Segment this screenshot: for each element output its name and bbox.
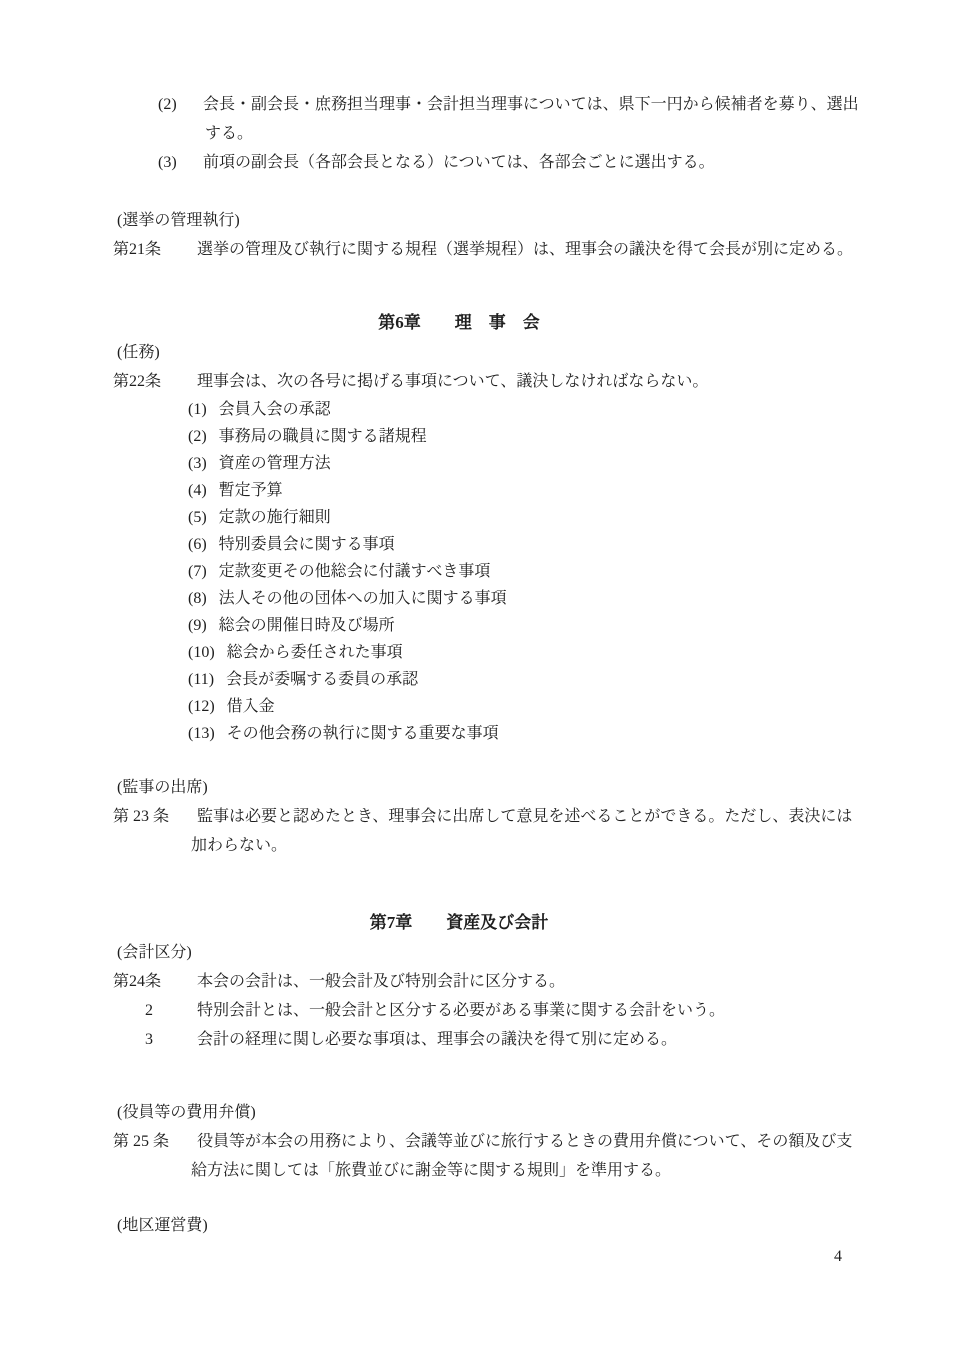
item-number: (1) — [188, 401, 207, 418]
article-body: 理事会は、次の各号に掲げる事項について、議決しなければならない。 — [197, 373, 709, 390]
item-text: 事務局の職員に関する諸規程 — [218, 428, 427, 445]
list-item — [113, 531, 860, 558]
article — [113, 967, 860, 996]
item-number: (11) — [188, 671, 215, 688]
chapter-heading: 第6章 理 事 会 — [378, 313, 540, 332]
section-caption: (役員等の費用弁償) — [117, 1104, 256, 1121]
list-item — [113, 693, 860, 720]
list-item — [113, 423, 860, 450]
item-text: 資産の管理方法 — [218, 455, 331, 472]
item-text: 定款変更その他総会に付議すべき事項 — [218, 563, 491, 580]
chapter-heading: 第7章 資産及び会計 — [369, 913, 549, 932]
article — [113, 802, 860, 831]
item-text: 特別委員会に関する事項 — [218, 536, 395, 553]
article-body: 選挙の管理及び執行に関する規程（選挙規程）は、理事会の議決を得て会長が別に定める。 — [197, 241, 854, 258]
paragraph-number: 2 — [145, 1002, 153, 1019]
item-text: 暫定予算 — [218, 482, 283, 499]
item-number: (3) — [158, 154, 177, 171]
article-number: 第22条 — [113, 373, 162, 390]
article — [113, 235, 860, 264]
article-continuation: 加わらない。 — [191, 837, 288, 854]
item-number: (4) — [188, 482, 207, 499]
item-text: その他会務の執行に関する重要な事項 — [226, 725, 499, 742]
sub-paragraph — [113, 996, 860, 1025]
list-item — [113, 612, 860, 639]
article-body: 監事は必要と認めたとき、理事会に出席して意見を述べることができる。ただし、表決には — [197, 808, 853, 825]
paragraph-text: 会計の経理に関し必要な事項は、理事会の議決を得て別に定める。 — [197, 1031, 678, 1048]
item-number: (3) — [188, 455, 207, 472]
item-number: (6) — [188, 536, 207, 553]
item-text: 総会から委任された事項 — [226, 644, 403, 661]
item-text: 定款の施行細則 — [218, 509, 331, 526]
list-item — [113, 477, 860, 504]
article-number: 第 23 条 — [113, 808, 170, 825]
item-text: 会員入会の承認 — [218, 401, 331, 418]
list-item — [113, 396, 860, 423]
list-item — [113, 558, 860, 585]
article-continuation: 給方法に関しては「旅費並びに謝金等に関する規則」を準用する。 — [191, 1162, 672, 1179]
page-number: 4 — [834, 1248, 842, 1265]
item-number: (2) — [158, 96, 177, 113]
article-number: 第24条 — [113, 973, 162, 990]
paragraph-number: 3 — [145, 1031, 153, 1048]
section-caption: (会計区分) — [117, 944, 192, 961]
item-number: (12) — [188, 698, 215, 715]
item-text: 法人その他の団体への加入に関する事項 — [218, 590, 507, 607]
item-text: 前項の副会長（各部会長となる）については、各部会ごとに選出する。 — [203, 154, 715, 171]
item-text: 借入金 — [226, 698, 275, 715]
list-item — [113, 90, 860, 119]
list-item — [113, 504, 860, 531]
section-caption: (任務) — [117, 344, 160, 361]
list-item — [113, 720, 860, 747]
list-item — [113, 148, 860, 177]
item-number: (9) — [188, 617, 207, 634]
item-text: 会長・副会長・庶務担当理事・会計担当理事については、県下一円から候補者を募り、選出 — [203, 96, 859, 113]
article-number: 第21条 — [113, 241, 162, 258]
item-number: (5) — [188, 509, 207, 526]
item-text: 総会の開催日時及び場所 — [218, 617, 395, 634]
item-number: (10) — [188, 644, 215, 661]
item-number: (13) — [188, 725, 215, 742]
article-body: 役員等が本会の用務により、会議等並びに旅行するときの費用弁償について、その額及び支 — [197, 1133, 853, 1150]
item-text: 会長が委嘱する委員の承認 — [226, 671, 419, 688]
section-caption: (監事の出席) — [117, 779, 208, 796]
item-number: (8) — [188, 590, 207, 607]
article — [113, 1127, 860, 1156]
section-caption: (地区運営費) — [117, 1217, 208, 1234]
article — [113, 367, 860, 396]
item-number: (7) — [188, 563, 207, 580]
list-item — [113, 666, 860, 693]
list-item — [113, 585, 860, 612]
list-item — [113, 450, 860, 477]
section-caption: (選挙の管理執行) — [117, 212, 240, 229]
paragraph-text: 特別会計とは、一般会計と区分する必要がある事業に関する会計をいう。 — [197, 1002, 726, 1019]
list-item — [113, 639, 860, 666]
article-number: 第 25 条 — [113, 1133, 170, 1150]
item-number: (2) — [188, 428, 207, 445]
item-continuation: する。 — [205, 125, 254, 142]
sub-paragraph — [113, 1025, 860, 1054]
article-body: 本会の会計は、一般会計及び特別会計に区分する。 — [197, 973, 566, 990]
